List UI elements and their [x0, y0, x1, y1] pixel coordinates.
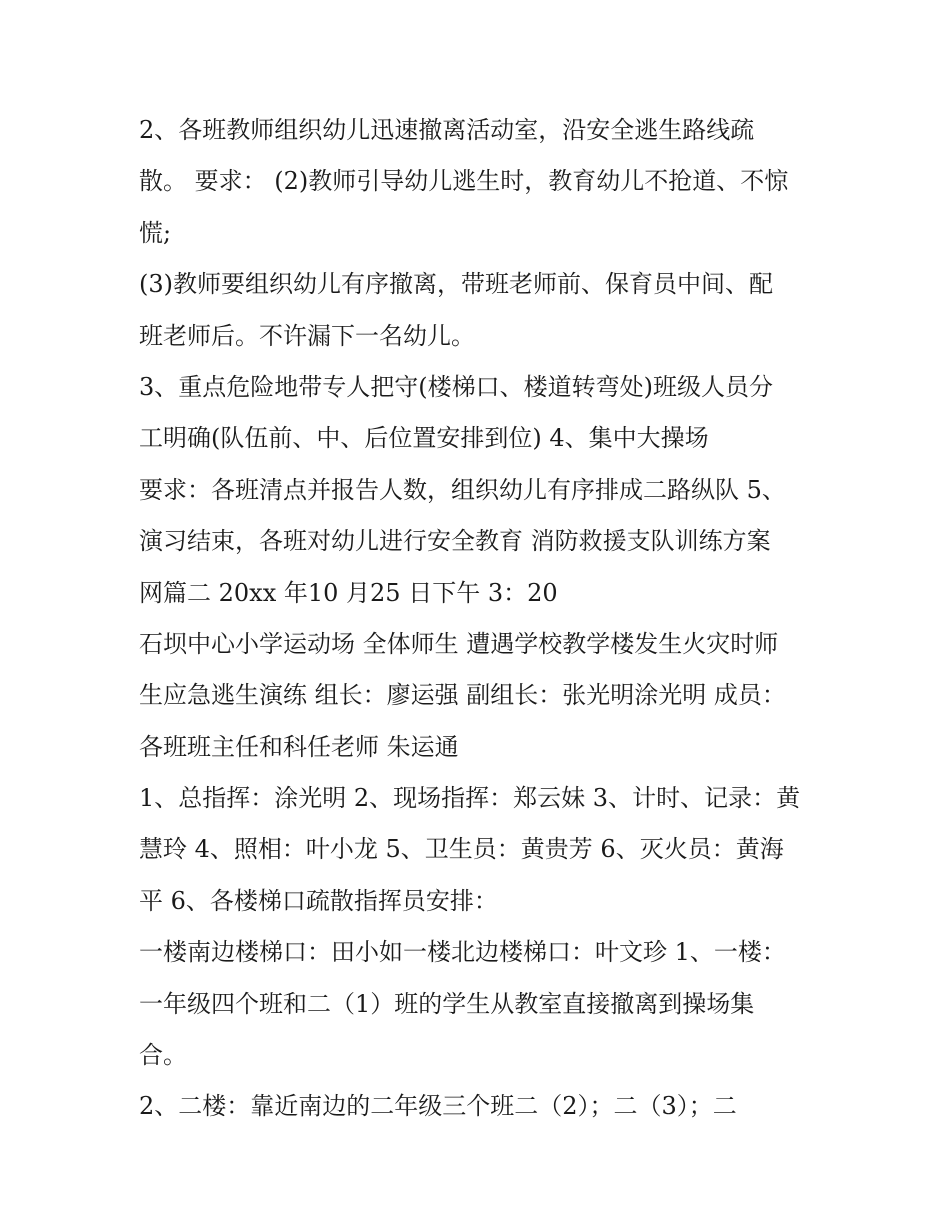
text-line: 平 6、各楼梯口疏散指挥员安排：	[139, 886, 498, 915]
text-line: 2、各班教师组织幼儿迅速撤离活动室，沿安全逃生路线疏	[139, 116, 755, 144]
document-body	[139, 110, 819, 1138]
text-line: 2、二楼：靠近南边的二年级三个班二（2）；二（3）；二	[139, 1092, 737, 1121]
text-line: 网篇二 20xx 年10 月25 日下午 3：20	[139, 578, 558, 607]
text-line: 生应急逃生演练 组长：廖运强 副组长：张光明涂光明 成员：	[139, 681, 786, 710]
text-line: (3)教师要组织幼儿有序撤离，带班老师前、保育员中间、配	[139, 270, 773, 299]
text-line: 3、重点危险地带专人把守(楼梯口、楼道转弯处)班级人员分	[139, 372, 773, 401]
text-line: 合。	[139, 1041, 187, 1070]
text-line: 一楼南边楼梯口：田小如一楼北边楼梯口：叶文珍 1、一楼：	[139, 938, 786, 967]
text-line: 各班班主任和科任老师 朱运通	[139, 732, 459, 761]
text-line: 工明确(队伍前、中、后位置安排到位) 4、集中大操场	[139, 424, 709, 453]
text-line: 慧玲 4、照相：叶小龙 5、卫生员：黄贵芳 6、灭火员：黄海	[139, 835, 784, 864]
text-line: 班老师后。不许漏下一名幼儿。	[139, 321, 475, 350]
text-line: 一年级四个班和二（1）班的学生从教室直接撤离到操场集	[139, 989, 755, 1018]
text-line: 散。 要求： (2)教师引导幼儿逃生时，教育幼儿不抢道、不惊	[139, 167, 789, 196]
text-line: 演习结束，各班对幼儿进行安全教育 消防救援支队训练方案	[139, 527, 771, 556]
text-line: 石坝中心小学运动场 全体师生 遭遇学校教学楼发生火灾时师	[139, 629, 779, 658]
text-line: 要求：各班清点并报告人数，组织幼儿有序排成二路纵队 5、	[139, 475, 786, 504]
text-line: 慌;	[139, 218, 172, 247]
text-line: 1、总指挥：涂光明 2、现场指挥：郑云妹 3、计时、记录：黄	[139, 784, 801, 813]
